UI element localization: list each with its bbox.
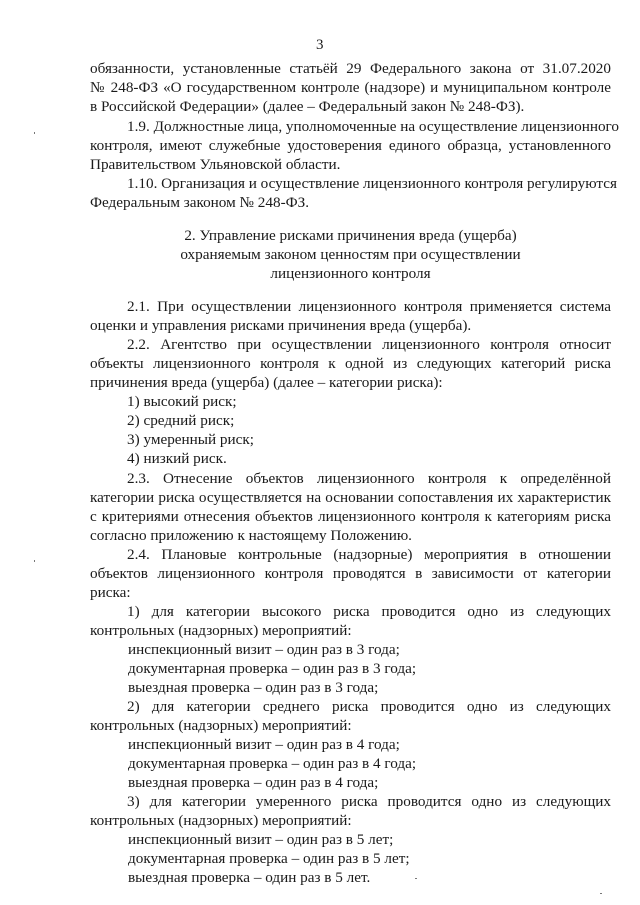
- text-line: контрольных (надзорных) мероприятий:: [90, 717, 352, 734]
- text-line: обязанности, установленные статьёй 29 Федерального закона от 31.07.2020: [90, 60, 611, 77]
- text-line: с критериями отнесения объектов лицензионного контроля к категориям риска: [90, 508, 611, 525]
- text-line: 2.4. Плановые контрольные (надзорные) мероприятия в отношении: [127, 546, 611, 563]
- list-item: 4) низкий риск.: [127, 450, 227, 467]
- section-heading-line: охраняемым законом ценностям при осуществлении: [180, 246, 521, 263]
- text-line: Правительством Ульяновской области.: [90, 156, 341, 173]
- text-line: Федеральным законом № 248-ФЗ.: [90, 194, 310, 211]
- list-item: документарная проверка – один раз в 4 года;: [128, 755, 417, 772]
- text-line: 1.10. Организация и осуществление лицензионного контроля регулируются: [127, 175, 617, 192]
- scan-speck: [600, 893, 602, 894]
- text-line: категории риска осуществляется на основании сопоставления их характеристик: [90, 489, 611, 506]
- text-line: 2.1. При осуществлении лицензионного контроля применяется система: [127, 298, 611, 315]
- list-item: документарная проверка – один раз в 5 лет;: [128, 850, 410, 867]
- text-line: объекты лицензионного контроля к одной из следующих категорий риска: [90, 355, 611, 372]
- list-item: выездная проверка – один раз в 3 года;: [128, 679, 379, 696]
- text-line: № 248-ФЗ «О государственном контроле (надзоре) и муниципальном контроле: [90, 79, 611, 96]
- list-item: 1) высокий риск;: [127, 393, 237, 410]
- text-line: риска:: [90, 584, 131, 601]
- list-item: выездная проверка – один раз в 4 года;: [128, 774, 379, 791]
- text-line: 2.3. Отнесение объектов лицензионного контроля к определённой: [127, 470, 611, 487]
- text-line: 1.9. Должностные лица, уполномоченные на осуществление лицензионного: [127, 118, 619, 135]
- text-line: 2.2. Агентство при осуществлении лицензионного контроля относит: [127, 336, 611, 353]
- text-line: в Российской Федерации» (далее – Федеральный закон № 248-ФЗ).: [90, 98, 525, 115]
- page-number: 3: [316, 37, 324, 53]
- text-line: контрольных (надзорных) мероприятий:: [90, 812, 352, 829]
- text-line: согласно приложению к настоящему Положению.: [90, 527, 412, 544]
- scan-speck: [415, 878, 417, 879]
- text-line: оценки и управления рисками причинения вреда (ущерба).: [90, 317, 472, 334]
- text-line: причинения вреда (ущерба) (далее – категории риска):: [90, 374, 443, 391]
- list-item: инспекционный визит – один раз в 5 лет;: [128, 831, 394, 848]
- list-item: 3) умеренный риск;: [127, 431, 254, 448]
- list-item: инспекционный визит – один раз в 3 года;: [128, 641, 400, 658]
- scan-speck: [34, 560, 35, 562]
- list-item: выездная проверка – один раз в 5 лет.: [128, 869, 371, 886]
- text-line: 2) для категории среднего риска проводится одно из следующих: [127, 698, 611, 715]
- list-item: документарная проверка – один раз в 3 года;: [128, 660, 417, 677]
- section-heading-line: 2. Управление рисками причинения вреда (ущерба): [184, 227, 517, 244]
- text-line: контрольных (надзорных) мероприятий:: [90, 622, 352, 639]
- scan-speck: [34, 132, 35, 134]
- text-line: 1) для категории высокого риска проводится одно из следующих: [127, 603, 611, 620]
- list-item: 2) средний риск;: [127, 412, 235, 429]
- text-line: контроля, имеют служебные удостоверения единого образца, установленного: [90, 137, 611, 154]
- section-heading-line: лицензионного контроля: [270, 265, 431, 282]
- list-item: инспекционный визит – один раз в 4 года;: [128, 736, 400, 753]
- text-line: объектов лицензионного контроля проводятся в зависимости от категории: [90, 565, 611, 582]
- text-line: 3) для категории умеренного риска проводится одно из следующих: [127, 793, 611, 810]
